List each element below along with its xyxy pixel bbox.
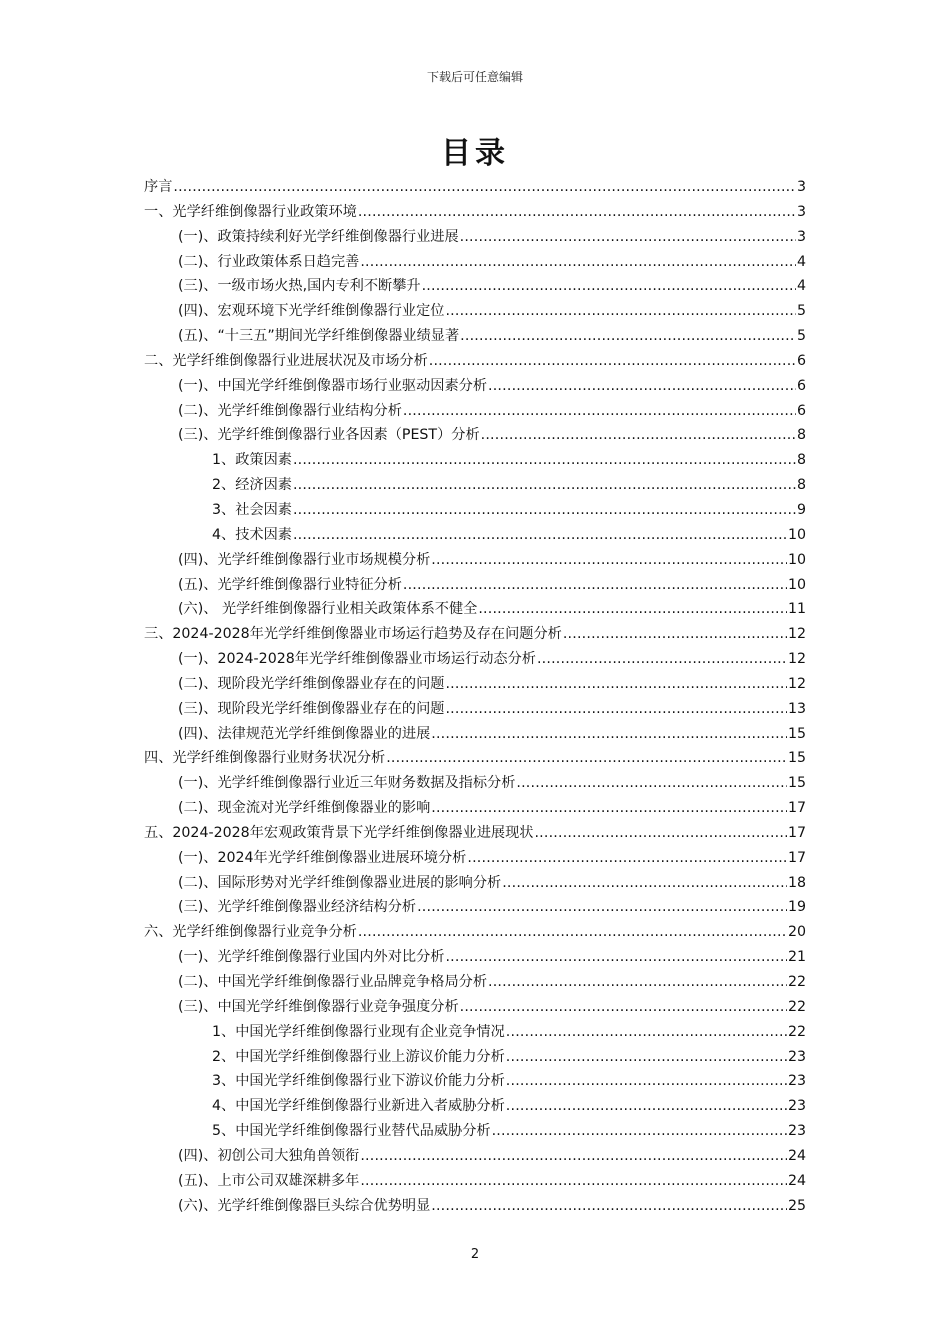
toc-entry-page: 21 [787, 949, 806, 966]
toc-entry[interactable] [144, 400, 806, 425]
toc-entry[interactable] [144, 1021, 806, 1046]
toc-entry[interactable] [144, 847, 806, 872]
toc-entry-title: (一)、2024年光学纤维倒像器业进展环境分析 [178, 849, 467, 866]
toc-leader-dots [360, 1173, 787, 1189]
toc-entry[interactable] [144, 1195, 806, 1220]
toc-leader-dots [481, 427, 796, 443]
toc-entry-title: (二)、现金流对光学纤维倒像器业的影响 [178, 800, 431, 817]
toc-entry[interactable] [144, 201, 806, 226]
toc-entry-page: 4 [796, 278, 806, 295]
toc-leader-dots [506, 1024, 787, 1040]
toc-entry[interactable] [144, 648, 806, 673]
toc-leader-dots [445, 303, 796, 319]
toc-entry[interactable] [144, 896, 806, 921]
toc-entry[interactable] [144, 1095, 806, 1120]
toc-entry-page: 23 [787, 1123, 806, 1140]
toc-leader-dots [173, 179, 796, 195]
toc-leader-dots [431, 726, 787, 742]
toc-leader-dots [358, 924, 787, 940]
toc-entry-page: 17 [787, 800, 806, 817]
toc-entry[interactable] [144, 375, 806, 400]
page-number: 2 [470, 1247, 480, 1262]
toc-entry-page: 22 [787, 1023, 806, 1040]
toc-entry[interactable] [144, 1046, 806, 1071]
toc-leader-dots [360, 1148, 787, 1164]
toc-entry-page: 8 [796, 452, 806, 469]
toc-entry-title: 3、社会因素 [212, 501, 292, 518]
toc-entry-page: 3 [796, 228, 806, 245]
toc-leader-dots [488, 378, 796, 394]
toc-entry-title: 5、中国光学纤维倒像器行业替代品威胁分析 [212, 1123, 491, 1140]
toc-leader-dots [445, 701, 786, 717]
toc-entry-page: 3 [796, 203, 806, 220]
toc-entry-page: 5 [796, 328, 806, 345]
toc-leader-dots [293, 452, 796, 468]
toc-entry-title: 4、技术因素 [212, 526, 292, 543]
toc-leader-dots [478, 601, 787, 617]
toc-entry[interactable] [144, 996, 806, 1021]
toc-entry[interactable] [144, 275, 806, 300]
toc-entry-page: 10 [787, 576, 806, 593]
toc-entry[interactable] [144, 325, 806, 350]
toc-entry-title: (四)、宏观环境下光学纤维倒像器行业定位 [178, 303, 445, 320]
toc-entry-page: 4 [796, 253, 806, 270]
toc-entry-title: 2、中国光学纤维倒像器行业上游议价能力分析 [212, 1048, 505, 1065]
toc-entry[interactable] [144, 474, 806, 499]
toc-entry-page: 13 [787, 700, 806, 717]
toc-leader-dots [403, 403, 796, 419]
toc-title: 目录 [441, 136, 509, 171]
toc-entry-title: (一)、光学纤维倒像器行业国内外对比分析 [178, 949, 445, 966]
toc-leader-dots [431, 1198, 787, 1214]
toc-entry[interactable] [144, 797, 806, 822]
toc-entry-page: 25 [787, 1197, 806, 1214]
toc-leader-dots [460, 229, 796, 245]
toc-entry-page: 17 [787, 824, 806, 841]
toc-entry-page: 12 [787, 626, 806, 643]
toc-entry[interactable] [144, 1145, 806, 1170]
toc-entry-title: (二)、中国光学纤维倒像器行业品牌竞争格局分析 [178, 974, 488, 990]
toc-leader-dots [445, 676, 786, 692]
toc-entry-title: (四)、光学纤维倒像器行业市场规模分析 [178, 551, 431, 568]
toc-entry-page: 23 [787, 1073, 806, 1090]
toc-entry-page: 24 [787, 1147, 806, 1164]
toc-entry[interactable] [144, 772, 806, 797]
toc-entry-title: (二)、国际形势对光学纤维倒像器业进展的影响分析 [178, 874, 502, 891]
toc-entry-title: (五)、光学纤维倒像器行业特征分析 [178, 576, 402, 593]
toc-entry-title: (六)、 光学纤维倒像器行业相关政策体系不健全 [178, 601, 478, 618]
toc-entry[interactable] [144, 1170, 806, 1195]
toc-leader-dots [563, 626, 787, 642]
toc-leader-dots [534, 825, 786, 841]
toc-entry-page: 10 [787, 526, 806, 543]
toc-entry-title: 三、2024-2028年光学纤维倒像器业市场运行趋势及存在问题分析 [144, 626, 562, 643]
toc-entry-title: (三)、一级市场火热,国内专利不断攀升 [178, 278, 421, 295]
toc-leader-dots [445, 949, 786, 965]
page-header: 下载后可任意编辑 [426, 70, 523, 84]
toc-entry[interactable] [144, 1120, 806, 1145]
toc-leader-dots [460, 999, 787, 1015]
toc-entry[interactable] [144, 598, 806, 623]
toc-entry-page: 18 [787, 874, 806, 891]
toc-entry-title: 序言 [144, 179, 173, 195]
toc-entry-page: 6 [796, 352, 806, 369]
toc-entry-page: 15 [787, 775, 806, 792]
toc-leader-dots [417, 899, 787, 915]
toc-leader-dots [431, 552, 787, 568]
toc-entry-page: 17 [787, 849, 806, 866]
toc-entry-title: (三)、现阶段光学纤维倒像器业存在的问题 [178, 700, 445, 717]
toc-entry[interactable] [144, 822, 806, 847]
toc-entry[interactable] [144, 574, 806, 599]
toc-entry-page: 6 [796, 377, 806, 394]
toc-entry-page: 5 [796, 303, 806, 320]
toc-leader-dots [506, 1073, 787, 1089]
toc-leader-dots [506, 1098, 787, 1114]
toc-entry[interactable] [144, 524, 806, 549]
toc-entry-title: (一)、中国光学纤维倒像器市场行业驱动因素分析 [178, 377, 488, 394]
toc-entry-page: 10 [787, 551, 806, 568]
toc-entry-page: 15 [787, 725, 806, 742]
toc-entry-title: (二)、行业政策体系日趋完善 [178, 253, 360, 270]
toc-leader-dots [386, 750, 787, 766]
toc-entry-title: 2、经济因素 [212, 477, 292, 494]
toc-entry[interactable] [144, 549, 806, 574]
toc-leader-dots [467, 850, 787, 866]
toc-entry-page: 8 [796, 427, 806, 444]
toc-entry-page: 8 [796, 477, 806, 494]
toc-entry[interactable] [144, 623, 806, 648]
toc-entry-page: 24 [787, 1172, 806, 1189]
toc-entry-title: 一、光学纤维倒像器行业政策环境 [144, 203, 357, 220]
toc-entry-page: 15 [787, 750, 806, 767]
toc-leader-dots [431, 800, 787, 816]
table-of-contents [144, 176, 806, 1219]
toc-leader-dots [460, 328, 796, 344]
toc-entry[interactable] [144, 499, 806, 524]
toc-entry[interactable] [144, 921, 806, 946]
toc-leader-dots [358, 204, 796, 220]
toc-entry[interactable] [144, 747, 806, 772]
toc-entry-title: 3、中国光学纤维倒像器行业下游议价能力分析 [212, 1073, 505, 1090]
toc-entry[interactable] [144, 723, 806, 748]
toc-entry-title: (三)、光学纤维倒像器行业各因素（PEST）分析 [178, 427, 480, 444]
toc-entry-title: 1、中国光学纤维倒像器行业现有企业竞争情况 [212, 1023, 505, 1040]
toc-entry-title: (二)、现阶段光学纤维倒像器业存在的问题 [178, 675, 445, 692]
toc-entry-title: (五)、“十三五”期间光学纤维倒像器业绩显著 [178, 328, 460, 345]
toc-entry-title: (三)、中国光学纤维倒像器行业竞争强度分析 [178, 998, 459, 1015]
toc-entry-title: 1、政策因素 [212, 452, 292, 469]
toc-entry[interactable] [144, 971, 806, 996]
toc-entry-title: 六、光学纤维倒像器行业竞争分析 [144, 924, 357, 941]
toc-entry[interactable] [144, 226, 806, 251]
toc-entry-page: 9 [796, 501, 806, 518]
toc-entry-page: 22 [787, 974, 806, 990]
toc-entry-title: (四)、法律规范光学纤维倒像器业的进展 [178, 725, 431, 742]
toc-entry-title: 4、中国光学纤维倒像器行业新进入者威胁分析 [212, 1098, 505, 1115]
toc-entry-title: (四)、初创公司大独角兽领衔 [178, 1147, 360, 1164]
toc-entry[interactable] [144, 1070, 806, 1095]
toc-entry-page: 23 [787, 1098, 806, 1115]
toc-leader-dots [429, 353, 796, 369]
toc-entry[interactable] [144, 673, 806, 698]
toc-entry-title: 五、2024-2028年宏观政策背景下光学纤维倒像器业进展现状 [144, 824, 534, 841]
toc-entry-title: (五)、上市公司双雄深耕多年 [178, 1172, 360, 1189]
toc-entry[interactable] [144, 300, 806, 325]
toc-leader-dots [422, 278, 796, 294]
toc-entry-page: 12 [787, 675, 806, 692]
toc-entry-page: 22 [787, 998, 806, 1015]
toc-entry[interactable] [144, 449, 806, 474]
toc-leader-dots [488, 974, 787, 990]
toc-leader-dots [506, 1049, 787, 1065]
toc-entry[interactable] [144, 698, 806, 723]
toc-entry-title: (一)、政策持续利好光学纤维倒像器行业进展 [178, 228, 459, 245]
toc-entry-title: 四、光学纤维倒像器行业财务状况分析 [144, 750, 386, 767]
toc-entry-page: 23 [787, 1048, 806, 1065]
toc-leader-dots [293, 527, 787, 543]
toc-entry-title: (二)、光学纤维倒像器行业结构分析 [178, 402, 402, 419]
toc-entry-title: (一)、2024-2028年光学纤维倒像器业市场运行动态分析 [178, 651, 536, 668]
toc-entry-title: (一)、光学纤维倒像器行业近三年财务数据及指标分析 [178, 775, 516, 792]
toc-leader-dots [403, 577, 787, 593]
toc-entry-page: 3 [796, 179, 806, 195]
toc-entry-page: 12 [787, 651, 806, 668]
toc-entry-title: (三)、光学纤维倒像器业经济结构分析 [178, 899, 417, 916]
toc-leader-dots [293, 477, 796, 493]
toc-entry-title: (六)、光学纤维倒像器巨头综合优势明显 [178, 1197, 431, 1214]
toc-entry-page: 20 [787, 924, 806, 941]
toc-entry-page: 19 [787, 899, 806, 916]
toc-leader-dots [502, 875, 787, 891]
toc-leader-dots [293, 502, 796, 518]
toc-leader-dots [516, 775, 787, 791]
toc-leader-dots [492, 1123, 787, 1139]
toc-leader-dots [537, 651, 787, 667]
toc-entry-page: 11 [787, 601, 806, 618]
toc-leader-dots [360, 254, 796, 270]
toc-entry[interactable] [144, 350, 806, 375]
toc-entry[interactable] [144, 251, 806, 276]
toc-entry[interactable] [144, 176, 806, 201]
toc-entry-page: 6 [796, 402, 806, 419]
toc-entry[interactable] [144, 946, 806, 971]
toc-entry[interactable] [144, 424, 806, 449]
toc-entry-title: 二、光学纤维倒像器行业进展状况及市场分析 [144, 352, 428, 369]
toc-entry[interactable] [144, 872, 806, 897]
